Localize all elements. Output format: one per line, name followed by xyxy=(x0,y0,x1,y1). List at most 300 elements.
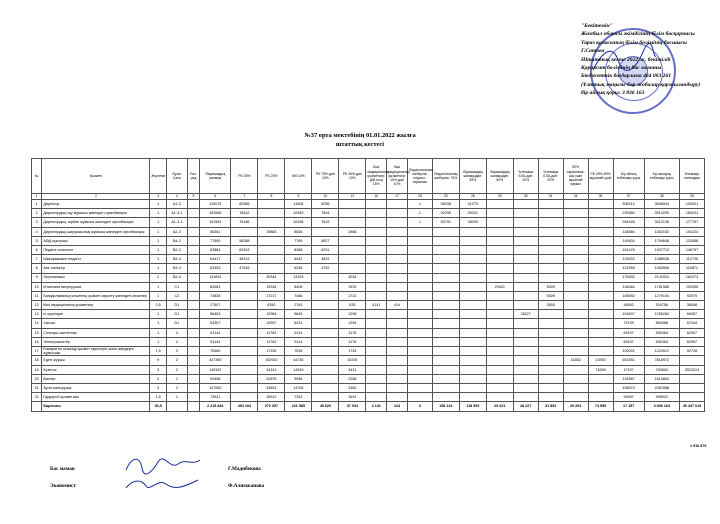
table-row xyxy=(32,374,705,383)
table-cell xyxy=(538,209,563,218)
document-title: №37 орта мектебінің 01.01.2022 жылға xyxy=(304,132,416,139)
table-cell xyxy=(187,218,199,227)
table-cell: 67044 xyxy=(679,319,704,328)
table-cell: 6 xyxy=(32,245,42,254)
table-cell: 74595 xyxy=(588,365,613,374)
table-cell: 2387688 xyxy=(644,383,679,392)
table-cell: 2288 xyxy=(339,374,366,383)
table-cell xyxy=(513,393,538,402)
table-cell xyxy=(231,282,258,291)
table-cell xyxy=(459,347,486,356)
table-cell xyxy=(563,301,588,310)
table-cell: 15 xyxy=(32,328,42,337)
table-cell xyxy=(407,282,432,291)
table-cell: 110075 xyxy=(200,200,231,209)
table-cell: 2 xyxy=(150,374,167,383)
table-row xyxy=(32,365,705,374)
table-cell: 5114 xyxy=(285,337,312,346)
table-cell: 8406 xyxy=(285,282,312,291)
table-cell xyxy=(459,337,486,346)
table-cell: 11763 xyxy=(258,328,285,337)
table-cell xyxy=(486,328,513,337)
table-cell xyxy=(387,365,408,374)
table-cell: 10459 xyxy=(285,209,312,218)
table-cell xyxy=(432,245,459,254)
column-header: Бұзат Саты xyxy=(166,159,187,194)
table-cell: С2 xyxy=(166,291,187,300)
table-cell xyxy=(312,273,339,282)
column-header: РБ 25%-дан 10% xyxy=(339,159,366,194)
approval-line: бір айлық қоры: 3 836 163 xyxy=(581,90,645,97)
table-cell xyxy=(366,356,387,365)
table-cell: 7539 xyxy=(285,347,312,356)
table-cell xyxy=(538,374,563,383)
total-cell: 414 xyxy=(387,402,408,411)
table-cell xyxy=(513,255,538,264)
table-cell xyxy=(387,209,408,218)
table-cell xyxy=(187,236,199,245)
table-cell xyxy=(588,273,613,282)
table-cell: 7353 xyxy=(285,393,312,402)
table-cell: 52295 xyxy=(432,209,459,218)
table-cell: 1279104 xyxy=(644,291,679,300)
table-cell xyxy=(588,200,613,209)
table-cell: 54307 xyxy=(200,319,231,328)
table-cell xyxy=(231,301,258,310)
table-cell xyxy=(387,328,408,337)
table-cell xyxy=(187,291,199,300)
table-cell xyxy=(459,301,486,310)
table-cell xyxy=(432,356,459,365)
table-cell xyxy=(231,356,258,365)
table-cell xyxy=(187,301,199,310)
table-cell: 13193 xyxy=(285,273,312,282)
table-cell: Директордың шаруашылық жұмысы жөніндегі орынбасары xyxy=(42,227,150,236)
table-cell xyxy=(187,245,199,254)
table-cell: 17 xyxy=(32,347,42,356)
table-cell: 1176 xyxy=(339,337,366,346)
table-cell: 7818972 xyxy=(644,356,679,365)
table-cell: 22875 xyxy=(258,374,285,383)
table-cell: 2142024 xyxy=(644,273,679,282)
table-cell xyxy=(187,337,199,346)
table-cell xyxy=(588,291,613,300)
table-cell: 293602 xyxy=(644,365,679,374)
table-cell xyxy=(513,347,538,356)
table-cell xyxy=(459,310,486,319)
table-cell: 2 xyxy=(166,365,187,374)
table-cell xyxy=(312,328,339,337)
table-cell: 7619 xyxy=(312,218,339,227)
table-cell xyxy=(588,328,613,337)
total-row xyxy=(32,402,705,411)
table-cell: 64417 xyxy=(200,255,231,264)
table-cell xyxy=(339,264,366,273)
table-cell xyxy=(187,227,199,236)
column-number: 9 xyxy=(285,194,312,200)
table-cell xyxy=(432,227,459,236)
table-cell xyxy=(459,383,486,392)
table-cell: 47516 xyxy=(231,264,258,273)
column-number: 39 xyxy=(679,194,704,200)
table-cell xyxy=(538,393,563,402)
table-cell xyxy=(366,328,387,337)
table-cell: D1 xyxy=(166,310,187,319)
table-cell xyxy=(459,374,486,383)
table-cell: 55038 xyxy=(432,200,459,209)
column-header: Раз-ряд xyxy=(187,159,199,194)
table-cell xyxy=(538,273,563,282)
table-cell: 1 xyxy=(407,209,432,218)
total-cell: 29 421 xyxy=(486,402,513,411)
table-cell xyxy=(407,374,432,383)
table-cell xyxy=(679,374,704,383)
column-header: 50% сараптама-шы үшін ақшалай қаржы xyxy=(563,159,588,194)
total-cell: 4 141 xyxy=(366,402,387,411)
table-cell xyxy=(538,356,563,365)
table-cell: 31852 xyxy=(563,356,588,365)
column-header: Лауазымдық жалақыдан: 35% xyxy=(459,159,486,194)
table-cell: 62907 xyxy=(679,337,704,346)
table-header-row xyxy=(32,159,705,194)
table-cell: 596922 xyxy=(644,393,679,402)
table-cell: 3 xyxy=(150,365,167,374)
table-cell xyxy=(432,365,459,374)
table-cell: 6442 xyxy=(285,255,312,264)
table-cell: 17339 xyxy=(258,347,285,356)
table-cell xyxy=(366,209,387,218)
table-cell xyxy=(258,200,285,209)
table-cell: 27607 xyxy=(200,301,231,310)
table-cell: 7844 xyxy=(312,209,339,218)
table-cell xyxy=(538,236,563,245)
table-cell: 284428 xyxy=(613,218,644,227)
table-cell xyxy=(231,393,258,402)
table-cell xyxy=(432,374,459,383)
table-cell: 75389 xyxy=(200,347,231,356)
table-cell xyxy=(486,264,513,273)
table-cell xyxy=(538,245,563,254)
table-cell xyxy=(407,356,432,365)
table-cell: 3 xyxy=(150,383,167,392)
table-cell xyxy=(513,356,538,365)
table-cell: 104589 xyxy=(200,209,231,218)
table-cell xyxy=(312,282,339,291)
table-cell: 34313 xyxy=(258,365,285,374)
table-row xyxy=(32,291,705,300)
table-cell xyxy=(563,245,588,254)
column-number: 10 xyxy=(312,194,339,200)
table-cell: Кіші медициналық қызметкер xyxy=(42,301,150,310)
table-cell xyxy=(258,218,285,227)
table-cell: 69197 xyxy=(613,337,644,346)
table-cell: 13 xyxy=(32,310,42,319)
table-cell: 20 xyxy=(32,374,42,383)
table-cell xyxy=(513,273,538,282)
table-row xyxy=(32,319,705,328)
table-cell: 177767 xyxy=(679,218,704,227)
approval-line: (Ұлттық маңызы бар жобалар қаржыландыру) xyxy=(581,81,701,88)
table-cell xyxy=(387,264,408,273)
table-cell xyxy=(312,319,339,328)
table-cell xyxy=(366,200,387,209)
table-row xyxy=(32,310,705,319)
table-cell xyxy=(459,236,486,245)
column-number: 16 xyxy=(366,194,387,200)
column-number: 18 xyxy=(407,194,432,200)
table-cell xyxy=(432,255,459,264)
column-header: Лауазымдық жалақы xyxy=(200,159,231,194)
table-cell xyxy=(588,236,613,245)
table-cell: 16912 xyxy=(258,393,285,402)
table-cell: 110871 xyxy=(679,264,704,273)
table-cell xyxy=(513,227,538,236)
total-cell: 31 852 xyxy=(538,402,563,411)
table-cell xyxy=(366,245,387,254)
table-cell xyxy=(588,209,613,218)
table-cell xyxy=(407,337,432,346)
table-cell xyxy=(588,301,613,310)
table-cell: А1-3 xyxy=(166,200,187,209)
table-cell: 4 xyxy=(166,337,187,346)
column-header: Үстемақы БЛА-дан: 20% xyxy=(538,159,563,194)
table-cell xyxy=(407,273,432,282)
table-cell: 99458 xyxy=(200,374,231,383)
table-cell: 12984 xyxy=(258,310,285,319)
table-cell xyxy=(563,383,588,392)
table-cell: Аға тәлімгер xyxy=(42,264,150,273)
table-cell: 78442 xyxy=(231,209,258,218)
table-cell xyxy=(563,282,588,291)
table-cell: 1691 xyxy=(339,393,366,402)
table-cell xyxy=(563,374,588,383)
table-cell: 2 xyxy=(166,383,187,392)
table-cell xyxy=(513,365,538,374)
table-cell xyxy=(513,236,538,245)
table-cell: 1224012 xyxy=(644,347,679,356)
column-number: 6 xyxy=(200,194,231,200)
table-cell: С1 xyxy=(166,282,187,291)
table-cell: 1 xyxy=(150,328,167,337)
column-header: Үстемақы БЛА-дан: 20% xyxy=(513,159,538,194)
table-cell: А1-3-1 xyxy=(166,209,187,218)
table-cell xyxy=(187,282,199,291)
table-cell xyxy=(486,393,513,402)
table-cell: 104224 xyxy=(679,227,704,236)
table-cell xyxy=(312,356,339,365)
table-cell: 73531 xyxy=(200,393,231,402)
table-cell xyxy=(459,264,486,273)
table-cell: 5309 xyxy=(538,282,563,291)
table-cell: 7769 xyxy=(285,236,312,245)
table-cell xyxy=(387,337,408,346)
table-cell xyxy=(486,291,513,300)
table-cell xyxy=(366,319,387,328)
table-cell xyxy=(588,227,613,236)
table-cell xyxy=(366,310,387,319)
table-cell xyxy=(563,218,588,227)
approval-block xyxy=(581,22,716,98)
table-cell: Слесарь-сантехник xyxy=(42,328,150,337)
table-cell xyxy=(366,347,387,356)
table-cell: 82556 xyxy=(231,200,258,209)
table-cell: 56453 xyxy=(200,310,231,319)
table-cell: 17217 xyxy=(258,291,285,300)
table-cell: 414 xyxy=(387,301,408,310)
table-cell xyxy=(312,383,339,392)
table-cell xyxy=(486,310,513,319)
column-header: РК 75%-дан 10% xyxy=(312,159,339,194)
table-cell: 22 xyxy=(32,393,42,402)
table-cell xyxy=(407,347,432,356)
table-cell xyxy=(366,236,387,245)
table-cell: 534756 xyxy=(644,301,679,310)
table-cell xyxy=(366,337,387,346)
table-cell: 134567 xyxy=(613,374,644,383)
table-cell xyxy=(563,227,588,236)
table-cell: 44563 xyxy=(613,301,644,310)
table-cell xyxy=(407,255,432,264)
table-cell xyxy=(513,218,538,227)
table-cell xyxy=(538,347,563,356)
table-cell: 124003 xyxy=(613,255,644,264)
table-cell xyxy=(339,209,366,218)
table-cell xyxy=(339,200,366,209)
table-cell xyxy=(432,328,459,337)
table-row xyxy=(32,347,705,356)
table-cell: 74838 xyxy=(200,291,231,300)
total-cell: 29 203 xyxy=(563,402,588,411)
table-cell: 1734 xyxy=(339,347,366,356)
column-number: 25 xyxy=(432,194,459,200)
table-cell: 103395 xyxy=(679,282,704,291)
total-cell: 221 585 xyxy=(285,402,312,411)
table-cell xyxy=(563,200,588,209)
column-number: 30 xyxy=(513,194,538,200)
table-cell: 16 xyxy=(32,337,42,346)
table-cell: 1781568 xyxy=(644,282,679,291)
table-cell: 1,5 xyxy=(150,347,167,356)
table-cell xyxy=(513,319,538,328)
table-cell: 198974 xyxy=(613,383,644,392)
table-cell xyxy=(432,282,459,291)
table-cell: 1794648 xyxy=(644,236,679,245)
table-cell: 7486 xyxy=(285,291,312,300)
total-cell: Барлығы: xyxy=(42,402,150,411)
table-cell xyxy=(486,365,513,374)
table-cell xyxy=(432,236,459,245)
table-cell xyxy=(563,319,588,328)
table-cell xyxy=(231,319,258,328)
table-cell: 183031 xyxy=(679,209,704,218)
table-cell: 9 xyxy=(150,356,167,365)
table-cell xyxy=(231,328,258,337)
table-cell: 50791 xyxy=(432,218,459,227)
table-cell: 44736 xyxy=(285,356,312,365)
table-cell: 84061 xyxy=(200,282,231,291)
table-cell: 149187 xyxy=(200,365,231,374)
table-cell xyxy=(258,264,285,273)
column-number: 1 xyxy=(32,194,42,200)
column-number: 37 xyxy=(613,194,644,200)
table-cell: 10294 xyxy=(339,356,366,365)
table-cell: 1 xyxy=(150,227,167,236)
table-cell xyxy=(588,218,613,227)
table-cell xyxy=(366,393,387,402)
table-cell xyxy=(486,347,513,356)
table-cell xyxy=(387,383,408,392)
table-cell: 133958 xyxy=(679,236,704,245)
table-cell: 1298 xyxy=(339,310,366,319)
table-cell xyxy=(679,356,704,365)
table-cell: 9946 xyxy=(285,374,312,383)
table-cell: 1255284 xyxy=(644,310,679,319)
table-cell: 148464 xyxy=(613,282,644,291)
total-cell: 36,5 xyxy=(150,402,167,411)
table-cell xyxy=(513,200,538,209)
total-cell xyxy=(32,402,42,411)
table-cell xyxy=(513,264,538,273)
table-cell xyxy=(387,393,408,402)
table-cell: 106592 xyxy=(613,291,644,300)
table-cell xyxy=(459,273,486,282)
table-cell: 1 xyxy=(150,264,167,273)
table-row xyxy=(32,255,705,264)
table-row xyxy=(32,264,705,273)
table-cell xyxy=(432,264,459,273)
table-cell xyxy=(387,273,408,282)
table-cell xyxy=(513,245,538,254)
table-cell xyxy=(538,383,563,392)
table-cell xyxy=(588,374,613,383)
column-number: 3 xyxy=(150,194,167,200)
table-cell xyxy=(407,310,432,319)
approval-line: Штаттық кесте 2022 ж. бекітілді xyxy=(581,56,671,63)
table-cell: D1 xyxy=(166,319,187,328)
staffing-table xyxy=(31,158,705,412)
table-cell: 116846 xyxy=(613,227,644,236)
table-cell: 39221 xyxy=(459,209,486,218)
table-cell: 3034 xyxy=(339,273,366,282)
table-cell xyxy=(563,291,588,300)
table-cell: 5431 xyxy=(285,319,312,328)
table-cell: В3-4 xyxy=(166,264,187,273)
table-cell xyxy=(588,310,613,319)
column-number: 35 xyxy=(588,194,613,200)
table-cell: 77690 xyxy=(200,236,231,245)
table-cell: 3431 xyxy=(339,365,366,374)
table-cell: 14 xyxy=(32,319,42,328)
table-cell xyxy=(432,291,459,300)
table-cell: 19 xyxy=(32,365,42,374)
column-header: Лауазымдық жалақыдан: 50% xyxy=(486,159,513,194)
table-cell xyxy=(366,291,387,300)
table-cell xyxy=(231,383,258,392)
table-cell: 1 xyxy=(150,200,167,209)
table-cell xyxy=(258,209,285,218)
approval-line: "Бекітемін" xyxy=(581,23,613,29)
table-cell: 3413136 xyxy=(644,218,679,227)
table-cell: 1 xyxy=(32,200,42,209)
table-cell: 3514200 xyxy=(644,209,679,218)
table-cell xyxy=(486,245,513,254)
table-cell: 1176 xyxy=(339,328,366,337)
table-row xyxy=(32,236,705,245)
table-cell: 9 xyxy=(32,273,42,282)
table-cell: Педагог-психолог xyxy=(42,245,150,254)
table-cell xyxy=(387,291,408,300)
table-cell xyxy=(563,273,588,282)
